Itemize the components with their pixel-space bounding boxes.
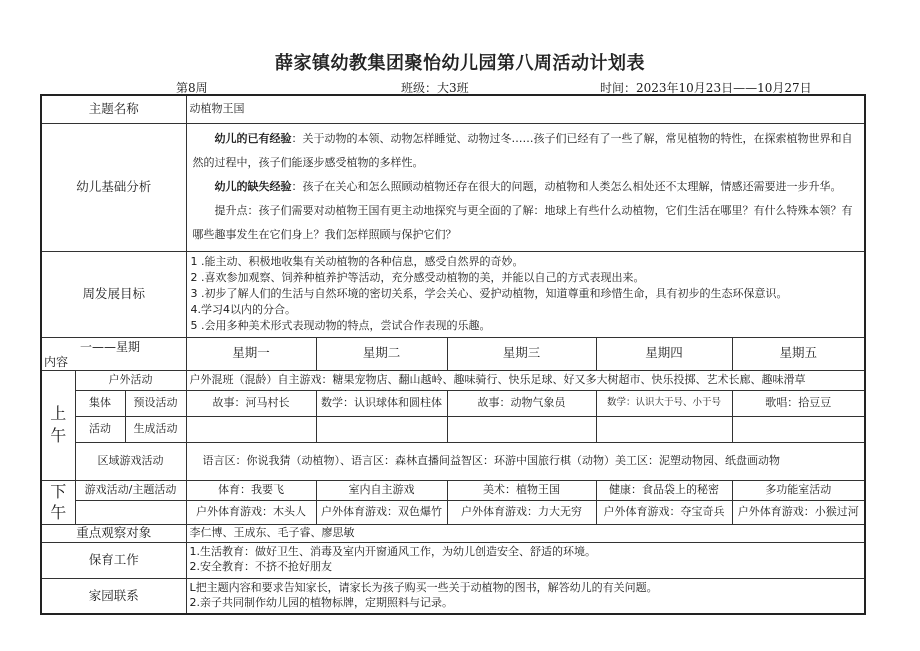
game-activity-mon: 体育：我要飞 [186,480,316,500]
theme-value: 动植物王国 [186,95,865,123]
goals-label: 周发展目标 [41,251,186,337]
pe-game-mon: 户外体育游戏：木头人 [186,500,316,524]
morning-label: 上午 [41,370,75,480]
care-label: 保育工作 [41,542,186,578]
pe-game-fri: 户外体育游戏：小猴过河 [732,500,865,524]
preset-activity-label: 预设活动 [125,390,186,416]
game-activity-tue: 室内自主游戏 [316,480,447,500]
game-activity-wed: 美术：植物王国 [447,480,596,500]
game-activity-fri: 多功能室活动 [732,480,865,500]
goal-item: 3 .初步了解人们的生活与自然环境的密切关系，学会关心、爱护动植物，知道尊重和珍惜生命，具有初步的生态环保意识。 [190,287,788,300]
generated-activity-wed [447,416,596,442]
pe-game-thu: 户外体育游戏：夺宝奇兵 [596,500,732,524]
group-label: 集体 [75,390,125,416]
goal-item: 2 .喜欢参加观察、饲养种植养护等活动，充分感受动植物的美，并能以自己的方式表现出来。 [190,271,645,284]
goal-item: 5 .会用多种美术形式表现动物的特点，尝试合作表现的乐趣。 [190,319,491,332]
preset-activity-thu: 数学：认识大于号、小于号 [596,390,732,416]
theme-label: 主题名称 [41,95,186,123]
week-label: 第8周 [176,81,208,95]
home-content [186,578,865,614]
game-activity-label: 游戏活动/主题活动 [75,480,186,500]
goals-list [186,251,865,337]
class-label: 班级：大3班 [401,81,469,95]
afternoon-label: 下午 [41,480,75,524]
date-range: 时间：2023年10月23日——10月27日 [600,81,812,95]
existing-experience-heading: 幼儿的已有经验 [214,132,292,145]
activity-label: 活动 [75,416,125,442]
day-friday: 星期五 [732,337,865,370]
pe-game-wed: 户外体育游戏：力大无穷 [447,500,596,524]
area-game-value: 语言区：你说我猜（动植物）、语言区：森林直播间益智区：环游中国旅行棋（动物）美工区：泥塑动物园、纸盘画动物 [186,442,865,480]
day-monday: 星期一 [186,337,316,370]
care-item: 2.安全教育：不挤不抢好朋友 [189,560,332,574]
goals-row [41,251,865,337]
goal-item: 4.学习4以内的分合。 [190,303,296,316]
game-activity-thu: 健康：食品袋上的秘密 [596,480,732,500]
preset-activity-fri: 歌唱：拾豆豆 [732,390,865,416]
generated-activity-tue [316,416,447,442]
improvement-point: 提升点：孩子们需要对动植物王国有更主动地探究与更全面的了解：地球上有些什么动植物，它们生活在哪里？有什么特殊本领？有哪些趣事发生在它们身上？我们怎样照顾与保护它们？ [192,204,853,241]
outdoor-activity-value: 户外混班（混龄）自主游戏：糖果宠物店、翻山越岭、趣味骑行、快乐足球、好又多大树超市、快乐投掷、艺术长廊、趣味滑草 [186,370,865,390]
generated-activity-fri [732,416,865,442]
day-wednesday: 星期三 [447,337,596,370]
observe-value: 李仁博、王成东、毛子睿、廖思敏 [186,524,865,542]
preset-activity-wed: 故事：动物气象员 [447,390,596,416]
area-game-label: 区域游戏活动 [75,442,186,480]
day-thursday: 星期四 [596,337,732,370]
plan-table [40,94,866,615]
home-item: L把主题内容和要求告知家长，请家长为孩子购买一些关于动植物的图书，解答幼儿的有关问题。 [189,581,658,595]
analysis-content [186,123,865,251]
outdoor-activity-label: 户外活动 [75,370,186,390]
observe-label: 重点观察对象 [41,524,186,542]
week-content-header [41,337,186,370]
analysis-label: 幼儿基础分析 [41,123,186,251]
afternoon-outdoor-label [75,500,186,524]
week-header-label: 一——星期 [80,339,141,354]
existing-experience-text: ：关于动物的本领、动物怎样睡觉、动物过冬……孩子们已经有了一些了解，常见植物的特性，在探索植物世界和自然的过程中，孩子们能逐步感受植物的多样性。 [192,132,853,169]
weekday-header-row [41,337,865,370]
day-tuesday: 星期二 [316,337,447,370]
goal-item: 1 .能主动、积极地收集有关动植物的各种信息，感受自然界的奇妙。 [190,255,524,268]
care-content [186,542,865,578]
analysis-row [41,123,865,251]
preset-activity-mon: 故事：河马村长 [186,390,316,416]
content-header-label: 内容 [44,354,69,369]
generated-activity-thu [596,416,732,442]
generated-activity-label: 生成活动 [125,416,186,442]
preset-activity-tue: 数学：认识球体和圆柱体 [316,390,447,416]
home-item: 2.亲子共同制作幼儿园的植物标牌，定期照料与记录。 [189,595,453,609]
missing-experience-heading: 幼儿的缺失经验 [214,180,292,193]
pe-game-tue: 户外体育游戏：双色爆竹 [316,500,447,524]
home-label: 家园联系 [41,578,186,614]
generated-activity-mon [186,416,316,442]
page-title: 薛家镇幼教集团聚怡幼儿园第八周活动计划表 [275,53,645,74]
missing-experience-text: ：孩子在关心和怎么照顾动植物还存在很大的问题，动植物和人类怎么相处还不太理解，情感还需要进一步升华。 [291,180,842,193]
care-item: 1.生活教育：做好卫生、消毒及室内开窗通风工作，为幼儿创造安全、舒适的环境。 [189,545,596,559]
